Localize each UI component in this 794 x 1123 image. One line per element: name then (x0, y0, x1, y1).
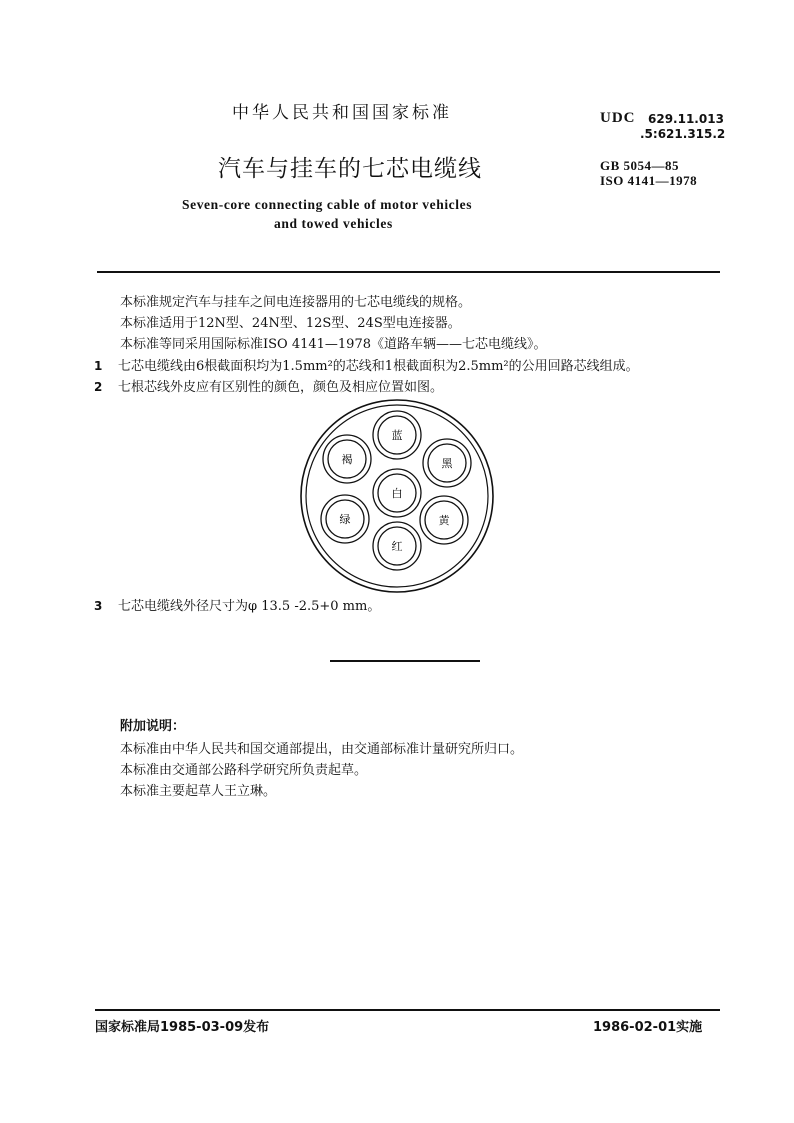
core-label-bottom: 红 (391, 540, 403, 553)
note-line: 本标准由交通部公路科学研究所负责起草。 (120, 763, 368, 778)
document-title-cn: 汽车与挂车的七芯电缆线 (218, 156, 482, 182)
note-line: 本标准主要起草人王立琳。 (120, 784, 277, 799)
core-upper-right (423, 439, 471, 487)
core-label-lower-right: 黄 (438, 514, 450, 527)
cable-cross-section-diagram (299, 398, 495, 594)
core-upper-left (323, 435, 371, 483)
core-lower-right (420, 496, 468, 544)
implementation-date: 1986-02-01实施 (593, 1020, 703, 1035)
publication-info: 国家标准局1985-03-09发布 (95, 1020, 270, 1035)
core-top (373, 411, 421, 459)
core-label-upper-right: 黑 (441, 457, 453, 470)
clause-text: 七芯电缆线外径尺寸为φ 13.5 -2.5+0 mm。 (118, 599, 381, 614)
clause-2 (94, 376, 443, 395)
notes-title: 附加说明： (120, 719, 186, 734)
gb-code: GB 5054—85 (600, 158, 680, 173)
section-divider (330, 660, 480, 662)
intro-paragraph: 本标准适用于12N型、24N型、12S型、24S型电连接器。 (120, 316, 461, 331)
clause-number: 1 (94, 359, 103, 373)
core-bottom (373, 522, 421, 570)
document-title-en-line2: and towed vehicles (274, 216, 393, 231)
clause-text: 七根芯线外皮应有区别性的颜色，颜色及相应位置如图。 (118, 380, 444, 395)
clause-text: 七芯电缆线由6根截面积均为1.5mm²的芯线和1根截面积为2.5mm²的公用回路芯线组成。 (118, 359, 639, 374)
core-label-lower-left: 绿 (339, 513, 351, 526)
udc-code-line1: 629.11.013 (648, 112, 724, 126)
note-line: 本标准由中华人民共和国交通部提出，由交通部标准计量研究所归口。 (120, 742, 524, 757)
intro-paragraph: 本标准规定汽车与挂车之间电连接器用的七芯电缆线的规格。 (120, 295, 472, 310)
intro-paragraph: 本标准等同采用国际标准ISO 4141—1978《道路车辆——七芯电缆线》。 (120, 337, 547, 352)
core-center (373, 469, 421, 517)
iso-code: ISO 4141—1978 (600, 173, 698, 188)
standard-category: 中华人民共和国国家标准 (232, 103, 452, 123)
footer-divider (95, 1009, 720, 1011)
clause-1 (94, 355, 639, 374)
document-title-en-line1: Seven-core connecting cable of motor vehicles (182, 197, 473, 212)
core-label-top: 蓝 (391, 429, 403, 442)
header-divider (97, 271, 720, 273)
clause-number: 2 (94, 380, 103, 394)
core-label-center: 白 (391, 487, 403, 500)
udc-code-line2: .5:621.315.2 (640, 127, 726, 141)
core-lower-left (321, 495, 369, 543)
core-label-upper-left: 褐 (341, 453, 353, 466)
udc-label: UDC (600, 110, 636, 126)
clause-3 (94, 595, 380, 614)
clause-number: 3 (94, 599, 103, 613)
